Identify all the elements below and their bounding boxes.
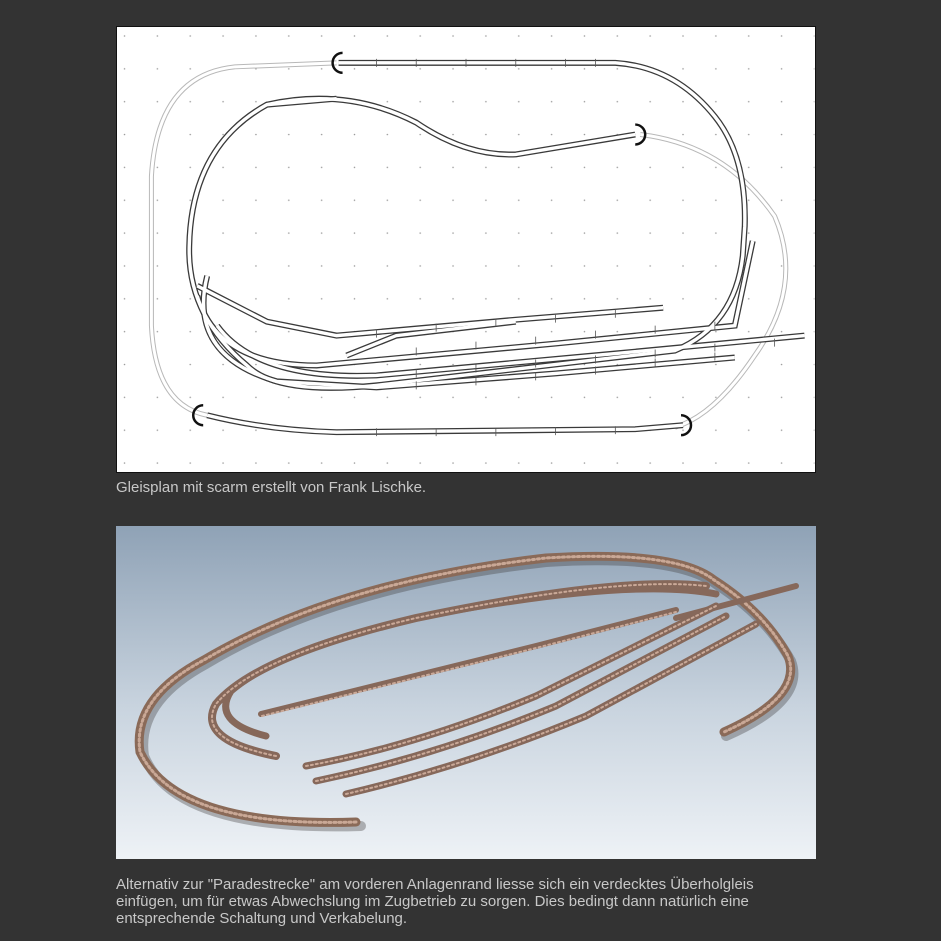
track-plan-image (116, 26, 816, 473)
track-3d-render-image (116, 526, 816, 859)
caption-line: einfügen, um für etwas Abwechslung im Zugbetrieb zu sorgen. Dies bedingt dann natürlich eine (116, 893, 749, 910)
caption-line: Alternativ zur "Paradestrecke" am vorderen Anlagenrand liesse sich ein verdecktes Überholgleis (116, 876, 754, 893)
track-render-caption (116, 876, 836, 927)
track-plan-caption: Gleisplan mit scarm erstellt von Frank Lischke. (116, 479, 427, 496)
caption-line: entsprechende Schaltung und Verkabelung. (116, 910, 408, 927)
track-plan-drawing (117, 27, 815, 472)
track-3d-drawing (116, 526, 816, 859)
